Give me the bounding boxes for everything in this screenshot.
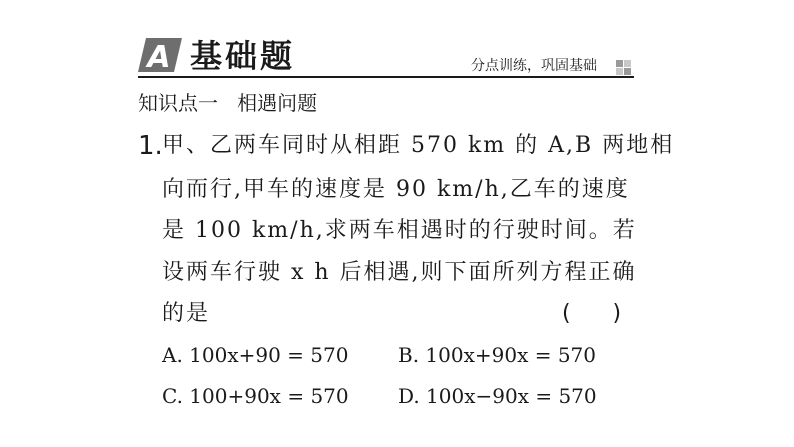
question-number: 1. bbox=[138, 131, 163, 161]
section-badge-icon bbox=[138, 38, 182, 72]
option-b: B. 100x+90x = 570 bbox=[398, 343, 596, 367]
badge-letter: A bbox=[147, 40, 171, 72]
option-d: D. 100x−90x = 570 bbox=[398, 384, 597, 408]
option-a: A. 100x+90 = 570 bbox=[162, 343, 349, 367]
question-line: 向而行,甲车的速度是 90 km/h,乙车的速度 bbox=[162, 177, 630, 202]
question-line: 的是 bbox=[162, 301, 211, 326]
section-title: 基础题 bbox=[190, 37, 296, 75]
question-line: 是 100 km/h,求两车相遇时的行驶时间。若 bbox=[162, 218, 637, 243]
corner-squares-icon bbox=[616, 60, 632, 76]
section-subtitle: 分点训练，巩固基础 bbox=[471, 58, 597, 74]
question-line: 甲、乙两车同时从相距 570 km 的 A,B 两地相 bbox=[162, 133, 675, 158]
option-c: C. 100+90x = 570 bbox=[162, 384, 349, 408]
section-header bbox=[138, 38, 638, 78]
answer-bracket: ( ) bbox=[562, 301, 622, 326]
question-line: 设两车行驶 x h 后相遇,则下面所列方程正确 bbox=[162, 260, 637, 285]
header-rule bbox=[138, 76, 634, 78]
knowledge-point-heading: 知识点一 相遇问题 bbox=[138, 91, 318, 115]
